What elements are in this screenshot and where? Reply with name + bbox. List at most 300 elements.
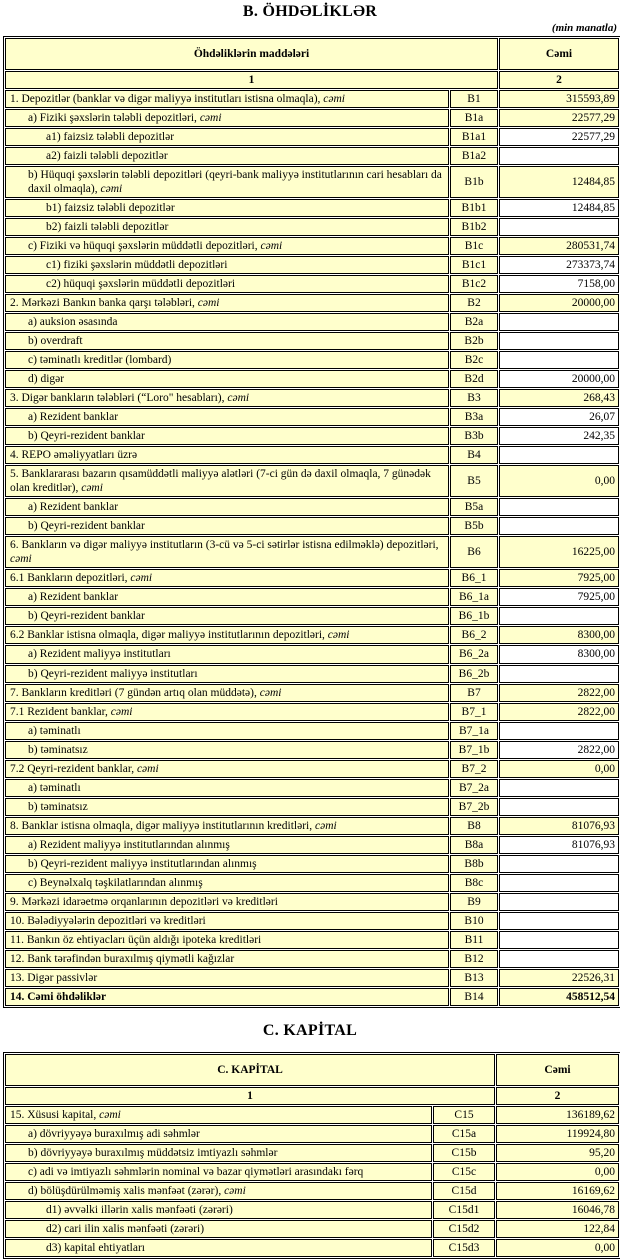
item-label: a) təminatlı [28,781,81,794]
table-row [5,389,619,407]
item-value [499,722,619,740]
item-value: 22577,29 [499,128,619,146]
item-label: d) digər [28,373,65,386]
item-value [499,351,619,369]
table-row [5,109,619,127]
table-row [5,370,619,388]
item-code: C15d [433,1182,495,1200]
item-label-cell [5,128,449,146]
item-label: c) Beynəlxalq təşkilatlarından alınmış [28,876,203,889]
item-code: B7_2b [450,798,498,816]
table-row [5,760,619,778]
item-label: c) Fiziki və hüquqi şəxslərin müddətli depozitləri, [28,240,258,253]
item-value [499,912,619,930]
item-code: B13 [450,969,498,987]
item-code: B5a [450,498,498,516]
item-label-cell [5,1220,432,1238]
item-label: d2) cari ilin xalis mənfəəti (zərəri) [46,1222,205,1235]
item-label-cell [5,166,449,198]
item-label-emphasis: cəmi [10,553,32,566]
item-value: 20000,00 [499,370,619,388]
item-value: 0,00 [499,465,619,497]
item-value [499,798,619,816]
item-label-emphasis: cəmi [136,762,159,775]
item-value: 16169,62 [496,1182,619,1200]
item-label-cell [5,90,449,108]
item-code: B7_1b [450,741,498,759]
table-row [5,517,619,535]
item-value: 136189,62 [496,1106,619,1124]
item-label: b) Qeyri-rezident maliyyə institutları [28,667,198,680]
item-value: 268,43 [499,389,619,407]
item-value [499,332,619,350]
item-label-cell [5,370,449,388]
item-label: c1) fiziki şəxslərin müddətli depozitləri [46,259,228,272]
item-label: 7. Bankların kreditləri (7 gündən artıq olan müddətə), [10,686,257,699]
item-code: C15c [433,1163,495,1181]
item-code: B6_2 [450,626,498,644]
item-code: B7 [450,684,498,702]
table-row [5,607,619,625]
item-label: b) Qeyri-rezident banklar [28,430,145,443]
item-code: B3b [450,427,498,445]
item-label-emphasis: cəmi [81,482,103,495]
item-label-emphasis: cəmi [315,819,337,832]
table-row [5,1239,619,1257]
item-value: 12484,85 [499,166,619,198]
item-label: 14. Cəmi öhdəliklər [10,990,107,1003]
item-code: B8a [450,836,498,854]
item-code: B7_1a [450,722,498,740]
item-label: a2) faizli tələbli depozitlər [46,150,168,163]
item-label-cell [5,779,449,797]
item-label-emphasis: cəmi [197,297,220,310]
item-code: C15d3 [433,1239,495,1257]
table-row [5,1106,619,1124]
item-code: B8c [450,874,498,892]
item-value: 458512,54 [499,988,619,1006]
item-label: 1. Depozitlər (banklar və digər maliyyə institutları istisna olmaqla), [10,93,321,106]
table-row [5,684,619,702]
item-value [499,950,619,968]
item-label: b) təminatsız [28,800,88,813]
item-value: 0,00 [496,1239,619,1257]
item-label-cell [5,988,449,1006]
item-code: B8b [450,855,498,873]
item-label-emphasis: cəmi [227,392,250,405]
item-code: B6_1 [450,569,498,587]
item-label: 9. Mərkəzi idarəetmə orqanlarının depozitləri və kreditləri [10,895,278,908]
item-label-cell [5,199,449,217]
item-label: a) Fiziki şəxslərin tələbli depozitləri, [28,112,197,125]
item-value [499,498,619,516]
table-row [5,988,619,1006]
item-label-cell [5,569,449,587]
item-value: 2822,00 [499,741,619,759]
item-label: b2) faizli tələbli depozitlər [46,221,169,234]
item-label-cell [5,427,449,445]
item-label-cell [5,517,449,535]
table-row [5,798,619,816]
item-code: B11 [450,931,498,949]
item-value: 12484,85 [499,199,619,217]
table-row [5,626,619,644]
item-label: d3) kapital ehtiyatları [46,1241,145,1254]
item-label: b) Qeyri-rezident banklar [28,520,145,533]
item-value [499,931,619,949]
item-label-cell [5,1182,432,1200]
item-value: 273373,74 [499,256,619,274]
item-label-cell [5,684,449,702]
item-value: 2822,00 [499,684,619,702]
item-code: B7_1 [450,703,498,721]
item-code: B9 [450,893,498,911]
item-value [499,517,619,535]
item-label-cell [5,1239,432,1257]
item-value [499,779,619,797]
table-row [5,588,619,606]
item-code: B2 [450,294,498,312]
item-code: B6_1a [450,588,498,606]
item-code: B2d [450,370,498,388]
table-row [5,294,619,312]
item-code: B2a [450,313,498,331]
section-liabilities [0,3,620,1008]
col-header-items: C. KAPİTAL [5,1054,495,1086]
item-value: 22577,29 [499,109,619,127]
item-value [499,665,619,683]
item-value: 2822,00 [499,703,619,721]
item-label-cell [5,294,449,312]
item-code: B1c1 [450,256,498,274]
table-row [5,147,619,165]
item-label-emphasis: cəmi [260,240,283,253]
item-value: 8300,00 [499,626,619,644]
report-page [0,3,620,1259]
item-label-cell [5,722,449,740]
item-label: a) Rezident maliyyə institutlarından alınmış [28,838,230,851]
item-label-cell [5,218,449,236]
item-label-cell [5,465,449,497]
item-value [499,607,619,625]
table-row [5,912,619,930]
item-label-cell [5,446,449,464]
item-label-emphasis: cəmi [100,183,123,196]
item-code: B1b [450,166,498,198]
item-code: B6_1b [450,607,498,625]
item-label: b) overdraft [28,335,83,348]
item-label: d1) əvvəlki illərin xalis mənfəəti (zərəri) [46,1203,233,1216]
item-label-cell [5,588,449,606]
item-label: a1) faizsiz tələbli depozitlər [46,131,175,144]
liabilities-table [3,36,620,1008]
item-label-cell [5,893,449,911]
item-label-cell [5,1144,432,1162]
table-row [5,498,619,516]
item-value: 280531,74 [499,237,619,255]
table-colnum-row [5,1087,619,1105]
item-label-cell [5,332,449,350]
table-colnum-row [5,71,619,89]
item-label: 5. Banklararası bazarın qısamüddətli maliyyə alətləri (7-ci gün də daxil olmaqla, 7 günədək olan kreditlər), [10,468,431,495]
item-label-cell [5,109,449,127]
item-label: c2) hüquqi şəxslərin müddətli depozitləri [46,278,236,291]
section-capital [0,1022,620,1259]
table-row [5,950,619,968]
item-value: 16046,78 [496,1201,619,1219]
item-label-cell [5,703,449,721]
item-code: B3 [450,389,498,407]
item-code: B1a1 [450,128,498,146]
item-label: d) bölüşdürülməmiş xalis mənfəət (zərər), [28,1184,222,1197]
item-label: b1) faizsiz tələbli depozitlər [46,202,175,215]
table-row [5,665,619,683]
table-row [5,465,619,497]
item-code: C15b [433,1144,495,1162]
item-label-cell [5,147,449,165]
item-code: B7_2a [450,779,498,797]
table-row [5,332,619,350]
item-value: 81076,93 [499,836,619,854]
item-label: a) təminatlı [28,724,81,737]
item-value: 0,00 [499,760,619,778]
item-label-cell [5,1125,432,1143]
col-header-items: Öhdəliklərin maddələri [5,38,498,70]
item-value: 315593,89 [499,90,619,108]
item-value: 22526,31 [499,969,619,987]
item-label-cell [5,950,449,968]
item-label-cell [5,1163,432,1181]
item-label-cell [5,275,449,293]
item-label: 2. Mərkəzi Bankın banka qarşı tələbləri, [10,297,195,310]
item-value [499,874,619,892]
table-row [5,446,619,464]
item-value: 7158,00 [499,275,619,293]
item-label-cell [5,645,449,663]
section-b-title: B. ÖHDƏLİKLƏR [242,3,378,20]
table-row [5,256,619,274]
col-header-total: Cəmi [496,1054,619,1086]
item-label: 11. Bankın öz ehtiyacları üçün aldığı ipoteka kreditləri [10,933,262,946]
item-label-cell [5,817,449,835]
item-code: B5 [450,465,498,497]
item-code: B1b1 [450,199,498,217]
item-label-emphasis: cəmi [323,93,346,106]
item-value [499,218,619,236]
item-label: 13. Digər passivlər [10,971,98,984]
item-label: b) dövriyyəyə buraxılmış müddətsiz imtiyazlı səhmlər [28,1146,278,1159]
item-code: B2b [450,332,498,350]
item-value: 0,00 [496,1163,619,1181]
item-code: B1b2 [450,218,498,236]
table-row [5,218,619,236]
item-label-cell [5,351,449,369]
table-row [5,313,619,331]
table-row [5,836,619,854]
capital-table [3,1052,620,1259]
item-label: b) Qeyri-rezident banklar [28,610,145,623]
item-label-emphasis: cəmi [259,686,282,699]
col-number-1: 1 [5,1087,495,1105]
item-code: B4 [450,446,498,464]
table-row [5,90,619,108]
item-label-cell [5,665,449,683]
item-label-cell [5,536,449,568]
item-code: B7_2 [450,760,498,778]
item-value [499,893,619,911]
item-code: B3a [450,408,498,426]
item-code: B1a2 [450,147,498,165]
item-value: 8300,00 [499,645,619,663]
table-row [5,817,619,835]
item-label: 7.1 Rezident banklar, [10,705,108,718]
table-header-row [5,1054,619,1086]
table-row [5,427,619,445]
table-row [5,741,619,759]
table-row [5,1144,619,1162]
item-code: B10 [450,912,498,930]
item-value [499,446,619,464]
item-label: a) dövriyyəyə buraxılmış adi səhmlər [28,1127,200,1140]
item-label: 15. Xüsusi kapital, [10,1108,97,1121]
item-code: B5b [450,517,498,535]
table-row [5,722,619,740]
item-value: 119924,80 [496,1125,619,1143]
item-value: 26,07 [499,408,619,426]
table-row [5,1220,619,1238]
item-value [499,855,619,873]
item-code: B6 [450,536,498,568]
item-label: 6. Bankların və digər maliyyə institutların (3-cü və 5-ci sətirlər istisna edilməklə) depozitləri, [10,539,439,552]
item-value: 7925,00 [499,588,619,606]
table-row [5,408,619,426]
item-label: b) Qeyri-rezident maliyyə institutlarından alınmış [28,857,257,870]
item-code: B6_2b [450,665,498,683]
table-row [5,779,619,797]
table-row [5,645,619,663]
table-row [5,855,619,873]
item-label-cell [5,626,449,644]
item-label: a) Rezident banklar [28,501,119,514]
table-row [5,351,619,369]
item-label: b) təminatsız [28,743,88,756]
item-label-emphasis: cəmi [130,572,153,585]
col-number-2: 2 [496,1087,619,1105]
item-label-cell [5,1106,432,1124]
item-code: B1c2 [450,275,498,293]
item-label: b) Hüquqi şəxslərin tələbli depozitləri (qeyri-bank maliyyə institutlarının cari hesabları da daxil olmaqla), [28,169,442,196]
table-row [5,1163,619,1181]
table-row [5,536,619,568]
table-row [5,703,619,721]
item-code: C15 [433,1106,495,1124]
table-row [5,931,619,949]
item-value: 81076,93 [499,817,619,835]
table-row [5,1182,619,1200]
item-value [499,313,619,331]
item-label-cell [5,498,449,516]
item-label: 3. Digər bankların tələbləri (“Loro" hesabları), [10,392,225,405]
item-label: a) Rezident banklar [28,591,119,604]
item-value: 122,84 [496,1220,619,1238]
item-label-cell [5,969,449,987]
item-label-cell [5,256,449,274]
item-label: 6.1 Bankların depozitləri, [10,572,128,585]
item-value: 7925,00 [499,569,619,587]
item-label-cell [5,607,449,625]
col-number-1: 1 [5,71,498,89]
table-row [5,893,619,911]
item-label: 6.2 Banklar istisna olmaqla, digər maliyyə institutlarının depozitləri, [10,629,325,642]
item-value: 20000,00 [499,294,619,312]
col-header-total: Cəmi [499,38,619,70]
item-label-cell [5,389,449,407]
col-number-2: 2 [499,71,619,89]
item-label-cell [5,836,449,854]
item-label: 10. Bələdiyyələrin depozitləri və kreditləri [10,914,206,927]
item-label-cell [5,798,449,816]
item-label: 12. Bank tərəfindən buraxılmış qiymətli kağızlar [10,952,235,965]
item-label-cell [5,237,449,255]
table-row [5,1125,619,1143]
item-label: c) adi və imtiyazlı səhmlərin nominal və bazar qiymətləri arasındakı fərq [28,1165,364,1178]
item-label-emphasis: cəmi [99,1108,121,1121]
unit-note: (min manatla) [551,22,617,34]
item-code: B1a [450,109,498,127]
item-label: 8. Banklar istisna olmaqla, digər maliyyə institutlarının kreditləri, [10,819,313,832]
item-code: B8 [450,817,498,835]
item-value: 95,20 [496,1144,619,1162]
table-row [5,237,619,255]
table-row [5,969,619,987]
item-label-emphasis: cəmi [110,705,133,718]
item-code: B14 [450,988,498,1006]
item-value: 16225,00 [499,536,619,568]
item-label-cell [5,313,449,331]
item-label: c) təminatlı kreditlər (lombard) [28,354,172,367]
item-label: a) Rezident maliyyə institutları [28,648,171,661]
table-header-row [5,38,619,70]
item-code: B1 [450,90,498,108]
table-row [5,128,619,146]
item-label-emphasis: cəmi [224,1184,246,1197]
item-label: 4. REPO əməliyyatları üzrə [10,449,138,462]
item-value: 242,35 [499,427,619,445]
item-code: C15a [433,1125,495,1143]
item-value [499,147,619,165]
item-label: a) auksion əsasında [28,316,118,329]
item-label-cell [5,760,449,778]
item-label: 7.2 Qeyri-rezident banklar, [10,762,135,775]
item-label-cell [5,931,449,949]
item-label: a) Rezident banklar [28,411,119,424]
item-code: B1c [450,237,498,255]
table-row [5,166,619,198]
table-row [5,199,619,217]
item-code: B6_2a [450,645,498,663]
item-label-cell [5,741,449,759]
item-code: B12 [450,950,498,968]
item-label-cell [5,855,449,873]
item-label-emphasis: cəmi [199,112,222,125]
table-row [5,569,619,587]
section-spacer [0,1008,620,1022]
section-c-title: C. KAPİTAL [262,1021,358,1039]
item-code: C15d1 [433,1201,495,1219]
item-label-cell [5,874,449,892]
item-label-cell [5,912,449,930]
item-code: B2c [450,351,498,369]
